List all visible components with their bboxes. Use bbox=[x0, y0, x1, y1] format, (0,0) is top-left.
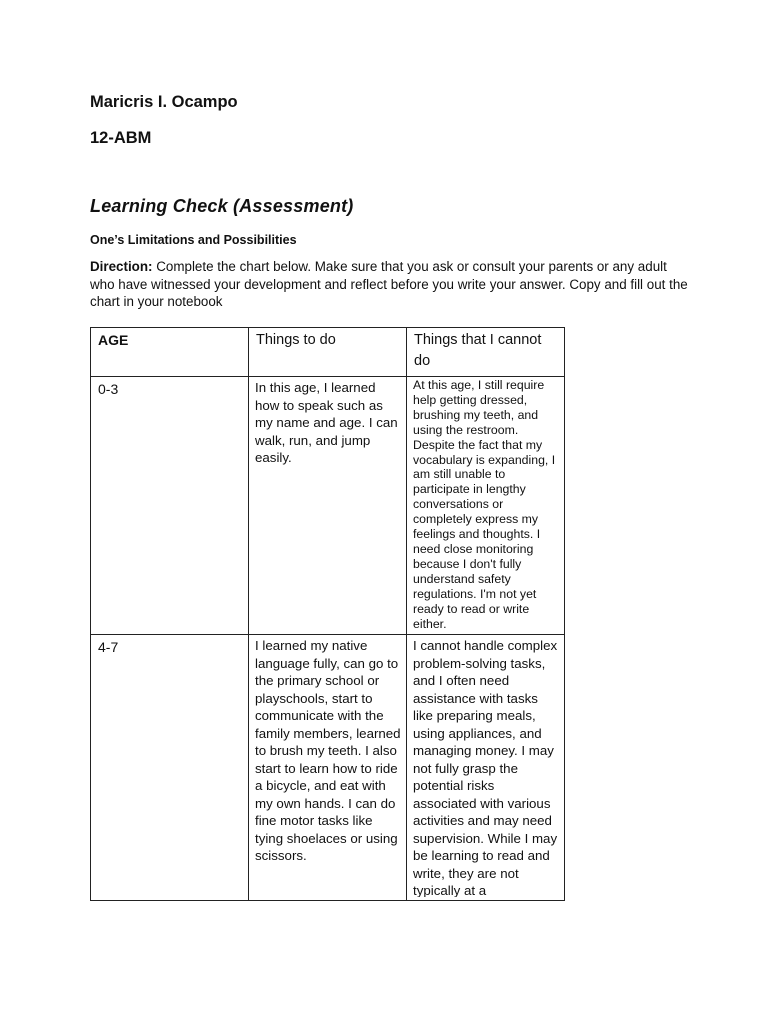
cannot-do-cell bbox=[407, 377, 565, 635]
table-row bbox=[91, 377, 565, 635]
can-do-text: In this age, I learned how to speak such as my name and age. I can walk, run, and jump easily. bbox=[255, 380, 398, 465]
direction-text: Complete the chart below. Make sure that you ask or consult your parents or any adult who have witnessed your development and reflect before you write your answer. Copy and fill out the chart in your notebook bbox=[90, 259, 688, 309]
age-value: 4-7 bbox=[98, 639, 119, 655]
table-header-row bbox=[91, 328, 565, 377]
cannot-do-cell bbox=[407, 635, 565, 901]
assessment-title: Learning Check (Assessment) bbox=[90, 196, 354, 216]
age-cell bbox=[91, 377, 249, 635]
can-do-text: I learned my native language fully, can go to the primary school or playschools, start to communicate with the family members, learned to brush my teeth. I also start to learn how to ride a bicycle, and eat with my own hands. I can do fine motor tasks like tying shoelaces or using scissors. bbox=[255, 638, 401, 863]
header-cell-things-to-do bbox=[249, 328, 407, 377]
header-cell-cannot-do bbox=[407, 328, 565, 377]
assessment-subtitle: One’s Limitations and Possibilities bbox=[90, 233, 297, 247]
header-age-label: AGE bbox=[98, 332, 129, 348]
cannot-do-clip bbox=[407, 635, 564, 897]
age-value: 0-3 bbox=[98, 381, 119, 397]
header-cell-age bbox=[91, 328, 249, 377]
age-cell bbox=[91, 635, 249, 901]
can-do-cell bbox=[249, 635, 407, 901]
cannot-do-text: At this age, I still require help getting dressed, brushing my teeth, and using the restroom. Despite the fact that my vocabulary is expanding, I am still unable to participate in lengthy conversations or completely express my feelings and thoughts. I need close monitoring because I don't fully understand safety regulations. I'm not yet ready to read or write either. bbox=[413, 378, 556, 631]
limitations-chart bbox=[90, 327, 565, 901]
cannot-do-text: I cannot handle complex problem-solving tasks, and I often need assistance with tasks like preparing meals, using appliances, and managing money. I may not fully grasp the potential risks associated with various activities and may need supervision. While I may be learning to read and write, they are not typically at a bbox=[413, 638, 558, 897]
direction-paragraph bbox=[90, 258, 690, 311]
student-name: Maricris I. Ocampo bbox=[90, 93, 238, 111]
student-section: 12-ABM bbox=[90, 129, 152, 147]
direction-label: Direction: bbox=[90, 259, 153, 274]
can-do-cell bbox=[249, 377, 407, 635]
header-cannot-do-label: Things that I cannot do bbox=[414, 332, 542, 369]
header-things-to-do-label: Things to do bbox=[256, 332, 336, 348]
table-row bbox=[91, 635, 565, 901]
